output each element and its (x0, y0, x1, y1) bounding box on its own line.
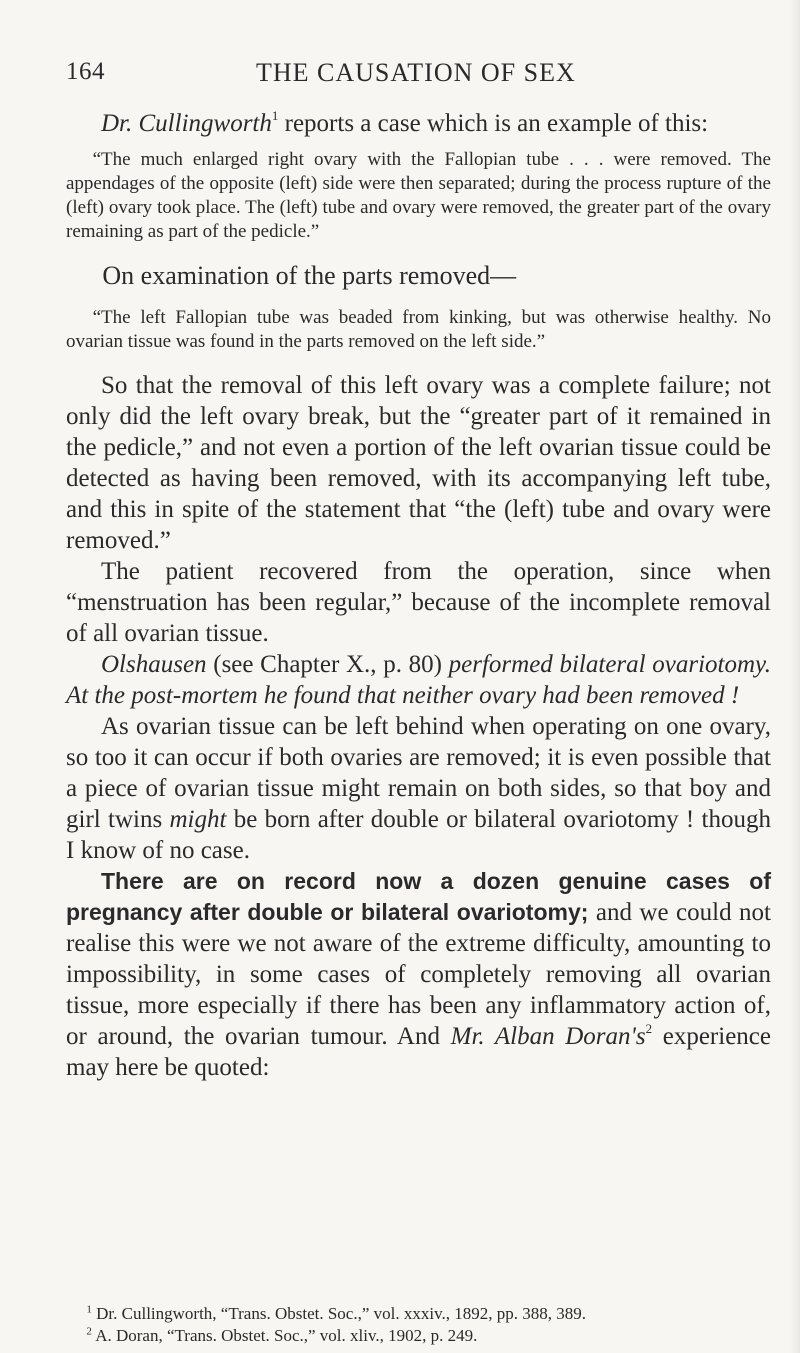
body-text (66, 108, 771, 1083)
paragraph-text: (see Chapter X., p. 80) (206, 651, 449, 678)
paragraph-recovery: The patient recovered from the operation, since when “menstruation has been regular,” because of the incomplete removal of all ovarian tissue. (66, 558, 771, 647)
running-head: THE CAUSATION OF SEX (256, 58, 576, 87)
footnote-mark: 1 (86, 1303, 92, 1316)
block-quote-2: “The left Fallopian tube was beaded from kinking, but was otherwise healthy. No ovarian tissue was found in the parts removed on the left side.” (66, 307, 771, 352)
author-name: Dr. Cullingworth (101, 110, 272, 137)
page-number: 164 (66, 58, 105, 85)
paragraph-text: reports a case which is an example of this: (278, 110, 709, 137)
emphasized-text: might (169, 806, 227, 833)
footnote-ref-2: 2 (645, 1020, 653, 1036)
paragraph-pregnancy (66, 866, 771, 1083)
author-name: Olshausen (101, 651, 207, 678)
footnote-1 (66, 1303, 771, 1325)
page-edge-shadow (790, 0, 800, 1353)
paragraph-olshausen (66, 649, 771, 711)
paragraph-intro (66, 108, 771, 139)
author-name: Mr. Alban Doran's (450, 1023, 646, 1050)
page-header (66, 58, 766, 98)
paragraph-text: As ovarian tissue can be left behind when operating on one ovary, so too it can occur if both ovaries are removed; it is even possible that a piece of ovarian tissue might remain on both sides, so that boy and girl twins (66, 713, 771, 833)
bold-statement: There are on record now a dozen genuine cases of pregnancy after double or bilateral ovariotomy; (66, 868, 771, 925)
block-quote-1: “The much enlarged right ovary with the Fallopian tube . . . were removed. The appendages of the opposite (left) side were then separated; during the process rupture of the (left) ovary took place. The (left) tube and ovary were removed, the greater part of the ovary remaining as part of the pedicle.” (66, 149, 771, 242)
paragraph-text: be born after double or bilateral ovariotomy ! though I know of no case. (66, 806, 771, 864)
emphasized-text: performed bilateral ovariotomy. At the post-mortem he found that neither ovary had been removed ! (66, 651, 772, 709)
paragraph-examination: On examination of the parts removed— (102, 261, 517, 290)
footnotes (66, 1303, 771, 1347)
footnote-mark: 2 (86, 1325, 92, 1338)
footnote-2 (66, 1325, 771, 1347)
paragraph-failure: So that the removal of this left ovary was a complete failure; not only did the left ovary break, but the “greater part of it remained in the pedicle,” and not even a portion of the left ovarian tissue could be detected as having been removed, with its accompanying left tube, and this in spite of the statement that “the (left) tube and ovary were removed.” (66, 372, 771, 554)
paragraph-text: and we could not realise this were we not aware of the extreme difficulty, amounting to impossibility, in some cases of completely removing all ovarian tissue, more especially if there has been any inflammatory action of, or around, the ovarian tumour. And (66, 899, 771, 1050)
footnote-text: A. Doran, “Trans. Obstet. Soc.,” vol. xliv., 1902, p. 249. (95, 1326, 478, 1345)
paragraph-text: experience may here be quoted: (66, 1023, 771, 1081)
footnote-text: Dr. Cullingworth, “Trans. Obstet. Soc.,” vol. xxxiv., 1892, pp. 388, 389. (96, 1304, 586, 1323)
paragraph-twins (66, 711, 771, 866)
footnote-ref-1: 1 (271, 107, 279, 123)
